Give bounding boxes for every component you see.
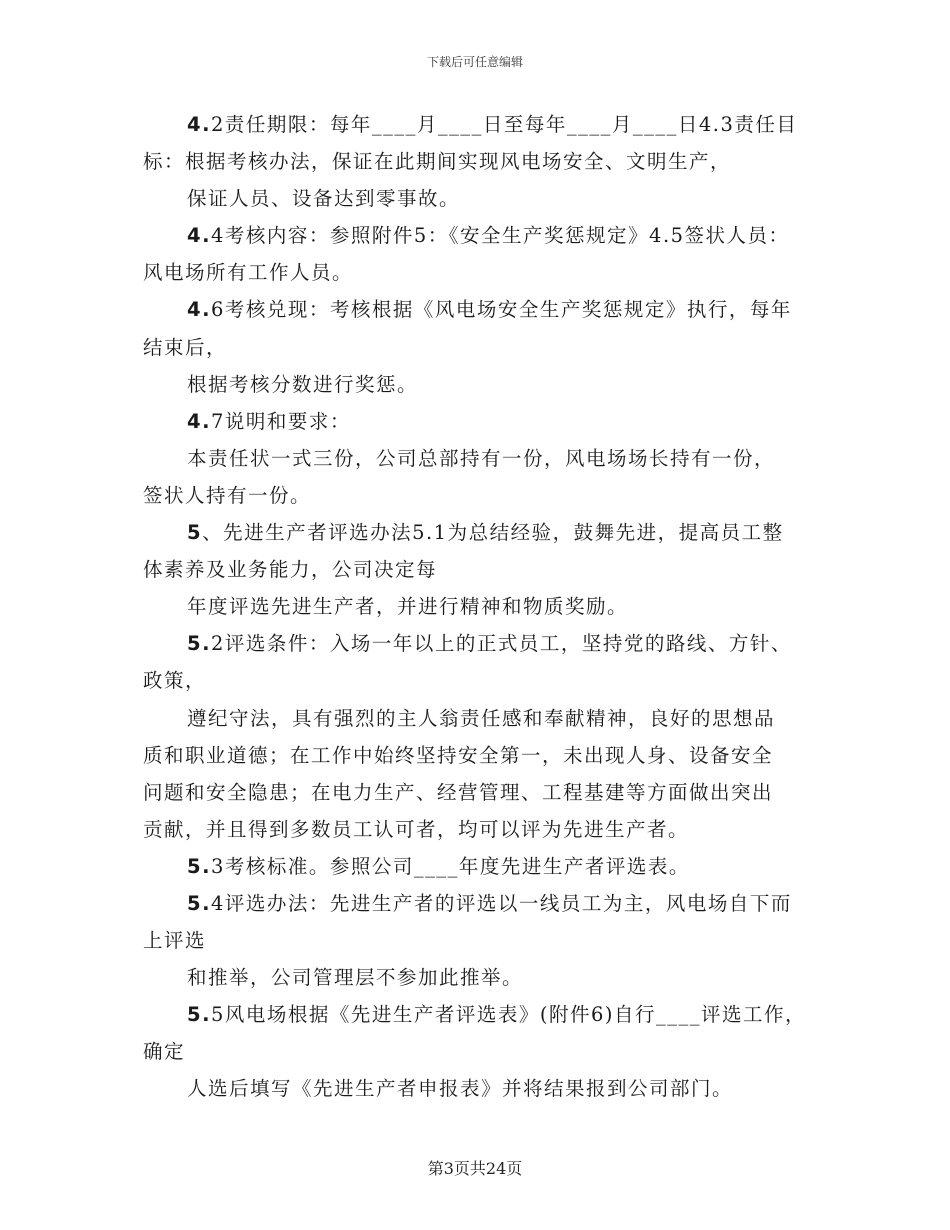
text-line <box>143 632 815 656</box>
text-line <box>143 336 815 360</box>
line-text: 5风电场根据《先进生产者评选表》(附件6)自行____评选工作， <box>210 1003 807 1027</box>
text-line <box>143 558 815 582</box>
line-text: 上评选 <box>143 929 207 953</box>
section-number: 5. <box>187 854 211 878</box>
text-line <box>143 855 815 879</box>
section-number: 5. <box>187 632 211 656</box>
text-line <box>143 1003 815 1027</box>
text-line <box>143 187 815 211</box>
section-number: 5. <box>187 891 211 915</box>
page-footer: 第3页共24页 <box>427 1159 523 1178</box>
line-text: 2评选条件：入场一年以上的正式员工，坚持党的路线、方针、 <box>210 632 792 656</box>
text-line <box>143 781 815 805</box>
line-text: 根据考核分数进行奖惩。 <box>187 372 419 396</box>
text-line <box>143 521 815 545</box>
text-line <box>143 1040 815 1064</box>
text-line <box>143 298 815 322</box>
page-header: 下载后可任意编辑 <box>426 55 523 69</box>
text-line <box>143 669 815 693</box>
line-text: 问题和安全隐患；在电力生产、经营管理、工程基建等方面做出突出 <box>143 780 774 804</box>
line-text: 保证人员、设备达到零事故。 <box>187 187 461 211</box>
line-text: 标：根据考核办法，保证在此期间实现风电场安全、文明生产， <box>143 150 732 174</box>
line-text: 签状人持有一份。 <box>143 483 312 507</box>
text-line <box>143 261 815 285</box>
section-number: 4. <box>187 224 211 248</box>
text-line <box>143 373 815 397</box>
section-number: 4. <box>187 298 211 322</box>
section-number: 4. <box>187 409 211 433</box>
line-text: 质和职业道德；在工作中始终坚持安全第一，未出现人身、设备安全 <box>143 743 774 767</box>
document-body <box>143 113 815 1115</box>
text-line <box>143 447 815 471</box>
line-text: 4评选办法：先进生产者的评选以一线员工为主，风电场自下而 <box>210 891 792 915</box>
line-text: 3考核标准。参照公司____年度先进生产者评选表。 <box>210 854 690 878</box>
text-line <box>143 929 815 953</box>
line-text: 人选后填写《先进生产者申报表》并将结果报到公司部门。 <box>187 1077 734 1101</box>
line-text: 7说明和要求： <box>210 409 351 433</box>
text-line <box>143 113 815 137</box>
text-line <box>143 1077 815 1101</box>
line-text: 年度评选先进生产者，并进行精神和物质奖励。 <box>187 595 629 619</box>
section-number: 5. <box>187 1003 211 1027</box>
text-line <box>143 818 815 842</box>
text-line <box>143 892 815 916</box>
text-line <box>143 410 815 434</box>
line-text: 结束后， <box>143 335 228 359</box>
line-text: 4考核内容：参照附件5：《安全生产奖惩规定》4.5签状人员： <box>210 224 790 248</box>
line-text: 体素养及业务能力，公司决定每 <box>143 558 438 582</box>
text-line <box>143 484 815 508</box>
text-line <box>143 707 815 731</box>
line-text: 6考核兑现：考核根据《风电场安全生产奖惩规定》执行，每年 <box>210 298 792 322</box>
line-text: 、先进生产者评选办法5.1为总结经验，鼓舞先进，提高员工整 <box>202 521 784 545</box>
text-line <box>143 966 815 990</box>
line-text: 2责任期限：每年____月____日至每年____月____日4.3责任目 <box>210 113 798 136</box>
line-text: 风电场所有工作人员。 <box>143 261 354 285</box>
section-number: 5 <box>187 521 203 545</box>
line-text: 确定 <box>143 1040 186 1064</box>
line-text: 本责任状一式三份，公司总部持有一份，风电场场长持有一份， <box>187 446 776 470</box>
line-text: 遵纪守法，具有强烈的主人翁责任感和奉献精神，良好的思想品 <box>187 706 776 730</box>
text-line <box>143 595 815 619</box>
text-line <box>143 224 815 248</box>
text-line <box>143 744 815 768</box>
line-text: 贡献，并且得到多数员工认可者，均可以评为先进生产者。 <box>143 817 690 841</box>
line-text: 政策， <box>143 669 207 693</box>
section-number: 4. <box>187 113 211 136</box>
text-line <box>143 150 815 174</box>
line-text: 和推举，公司管理层不参加此推举。 <box>187 966 524 990</box>
